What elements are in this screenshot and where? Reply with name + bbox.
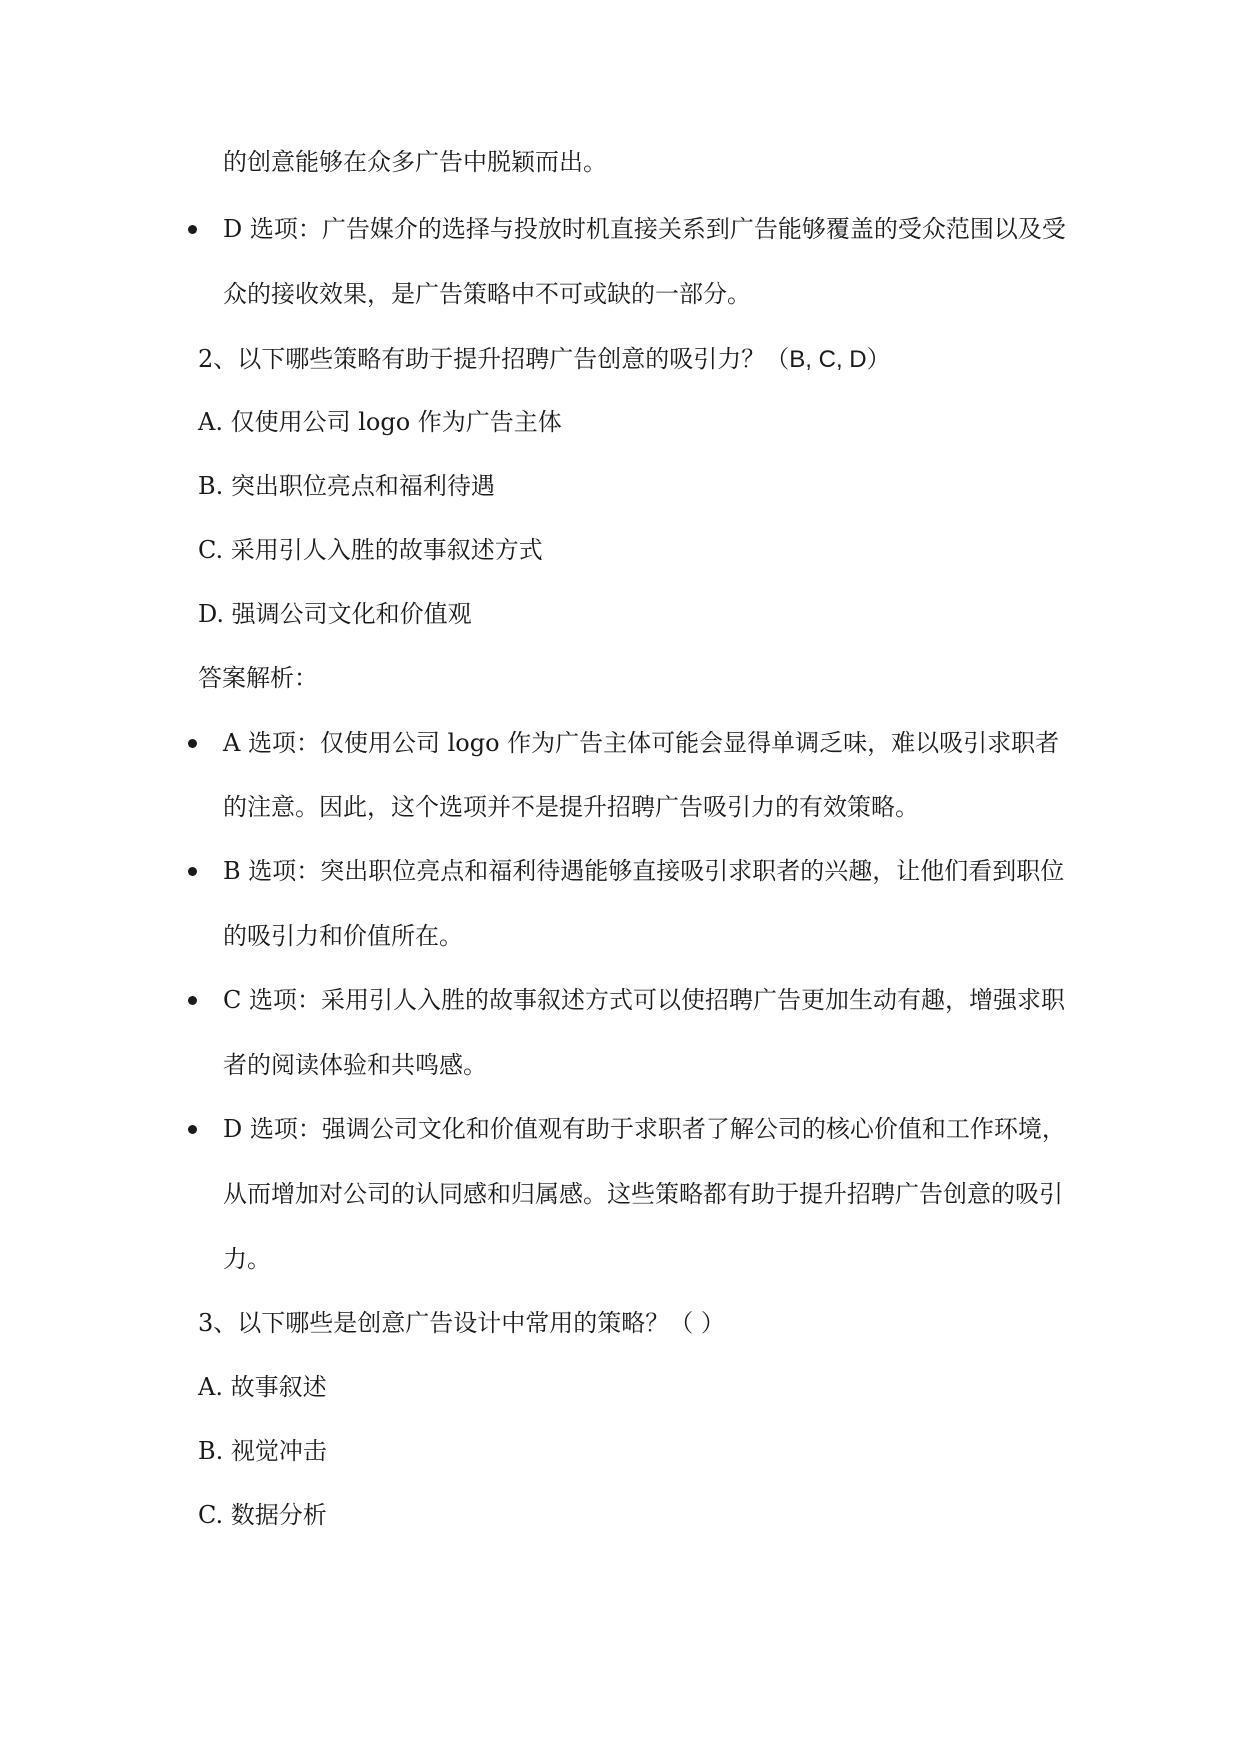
question-2-suffix: ） — [866, 345, 891, 373]
analysis-item-d-line3: 力。 — [223, 1245, 271, 1273]
bullet-icon — [188, 739, 197, 748]
question-2-answer: B, C, D — [789, 346, 867, 373]
analysis-item-d-line1: D 选项：强调公司文化和价值观有助于求职者了解公司的核心价值和工作环境， — [223, 1115, 1066, 1143]
analysis-heading: 答案解析： — [198, 664, 318, 692]
analysis-item-d-line2: 从而增加对公司的认同感和归属感。这些策略都有助于提升招聘广告创意的吸引 — [223, 1180, 1063, 1208]
question-3-option-c: C. 数据分析 — [198, 1501, 327, 1529]
analysis-item-b-line1: B 选项：突出职位亮点和福利待遇能够直接吸引求职者的兴趣，让他们看到职位 — [223, 857, 1065, 885]
bullet-icon — [188, 867, 197, 876]
analysis-item-c-line1: C 选项：采用引人入胜的故事叙述方式可以使招聘广告更加生动有趣，增强求职 — [223, 986, 1065, 1014]
paragraph-line: 的创意能够在众多广告中脱颖而出。 — [223, 148, 607, 176]
analysis-item-b-line2: 的吸引力和价值所在。 — [223, 922, 463, 950]
question-3-option-a: A. 故事叙述 — [198, 1373, 327, 1401]
question-2-option-c: C. 采用引人入胜的故事叙述方式 — [198, 536, 543, 564]
analysis-item-d-line2: 众的接收效果，是广告策略中不可或缺的一部分。 — [223, 280, 751, 308]
question-2-title — [198, 344, 891, 375]
question-2-option-d: D. 强调公司文化和价值观 — [198, 600, 472, 628]
question-2-option-a: A. 仅使用公司 logo 作为广告主体 — [198, 408, 562, 436]
analysis-item-d-line1: D 选项：广告媒介的选择与投放时机直接关系到广告能够覆盖的受众范围以及受 — [223, 215, 1066, 243]
bullet-icon — [188, 1125, 197, 1134]
question-2-option-b: B. 突出职位亮点和福利待遇 — [198, 472, 495, 500]
analysis-item-a-line1: A 选项：仅使用公司 logo 作为广告主体可能会显得单调乏味，难以吸引求职者 — [223, 729, 1060, 757]
analysis-item-c-line2: 者的阅读体验和共鸣感。 — [223, 1051, 487, 1079]
question-2-prefix: 2、以下哪些策略有助于提升招聘广告创意的吸引力？（ — [198, 345, 790, 373]
question-3-option-b: B. 视觉冲击 — [198, 1437, 327, 1465]
bullet-icon — [188, 225, 197, 234]
analysis-item-a-line2: 的注意。因此，这个选项并不是提升招聘广告吸引力的有效策略。 — [223, 793, 919, 821]
question-3-title: 3、以下哪些是创意广告设计中常用的策略？（ ） — [198, 1309, 725, 1337]
bullet-icon — [188, 996, 197, 1005]
